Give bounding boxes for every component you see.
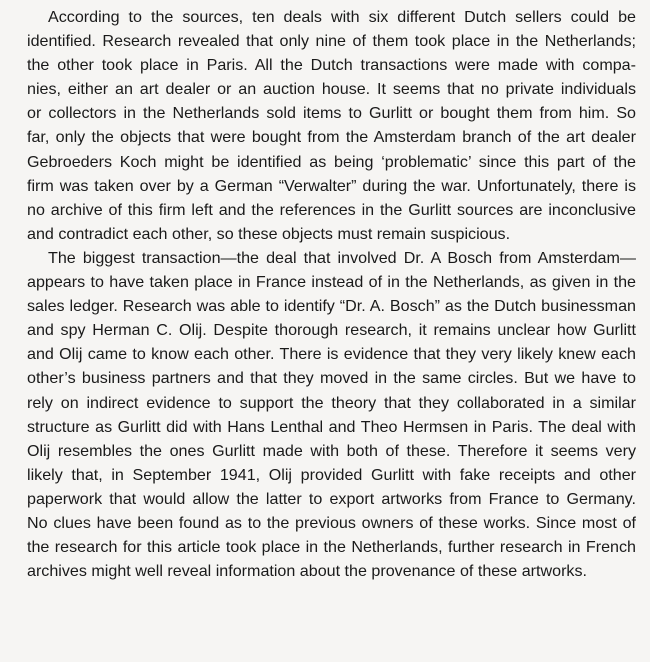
text-line: far, only the objects that were bought from the Amsterdam branch of the art dealer [27, 128, 636, 147]
text-line: likely that, in September 1941, Olij provided Gurlitt with fake receipts and other [27, 465, 636, 484]
text-line: No clues have been found as to the previous owners of these works. Since most of [27, 513, 636, 532]
text-line: paperwork that would allow the latter to export artworks from France to Germany. [27, 489, 636, 508]
text-line: nies, either an art dealer or an auction house. It seems that no private individuals [27, 80, 636, 99]
text-line: or collectors in the Netherlands sold items to Gurlitt or bought them from him. So [27, 104, 636, 123]
text-line: and contradict each other, so these objects must remain suspicious. [27, 224, 511, 243]
text-line: The biggest transaction—the deal that involved Dr. A Bosch from Amsterdam— [48, 248, 636, 267]
text-line: other’s business partners and that they moved in the same circles. But we have to [27, 369, 636, 388]
text-line: firm was taken over by a German “Verwalter” during the war. Unfortunately, there is [27, 176, 636, 195]
text-line: the research for this article took place in the Netherlands, further research in French [27, 538, 636, 557]
paragraph-1 [27, 5, 636, 246]
text-line: According to the sources, ten deals with six different Dutch sellers could be [48, 8, 636, 26]
text-line: the other took place in Paris. All the Dutch transactions were made with compa- [27, 56, 636, 75]
paragraph-2 [27, 246, 636, 583]
text-line: and spy Herman C. Olij. Despite thorough research, it remains unclear how Gurlitt [27, 321, 636, 340]
text-line: appears to have taken place in France instead of in the Netherlands, as given in the [27, 273, 636, 292]
text-line: sales ledger. Research was able to identify “Dr. A. Bosch” as the Dutch businessman [27, 297, 636, 316]
text-line: structure as Gurlitt did with Hans Lenthal and Theo Hermsen in Paris. The deal with [27, 417, 636, 436]
text-line: and Olij came to know each other. There is evidence that they very likely knew each [27, 345, 636, 364]
text-line: identified. Research revealed that only nine of them took place in the Netherlands; [27, 32, 636, 51]
text-line: no archive of this firm left and the references in the Gurlitt sources are inconclusive [27, 200, 636, 219]
text-line: archives might well reveal information about the provenance of these artworks. [27, 562, 587, 581]
text-line: Olij resembles the ones Gurlitt made with both of these. Therefore it seems very [27, 441, 636, 460]
text-line: Gebroeders Koch might be identified as being ‘problematic’ since this part of the [27, 152, 636, 171]
text-line: rely on indirect evidence to support the theory that they collaborated in a similar [27, 393, 636, 412]
